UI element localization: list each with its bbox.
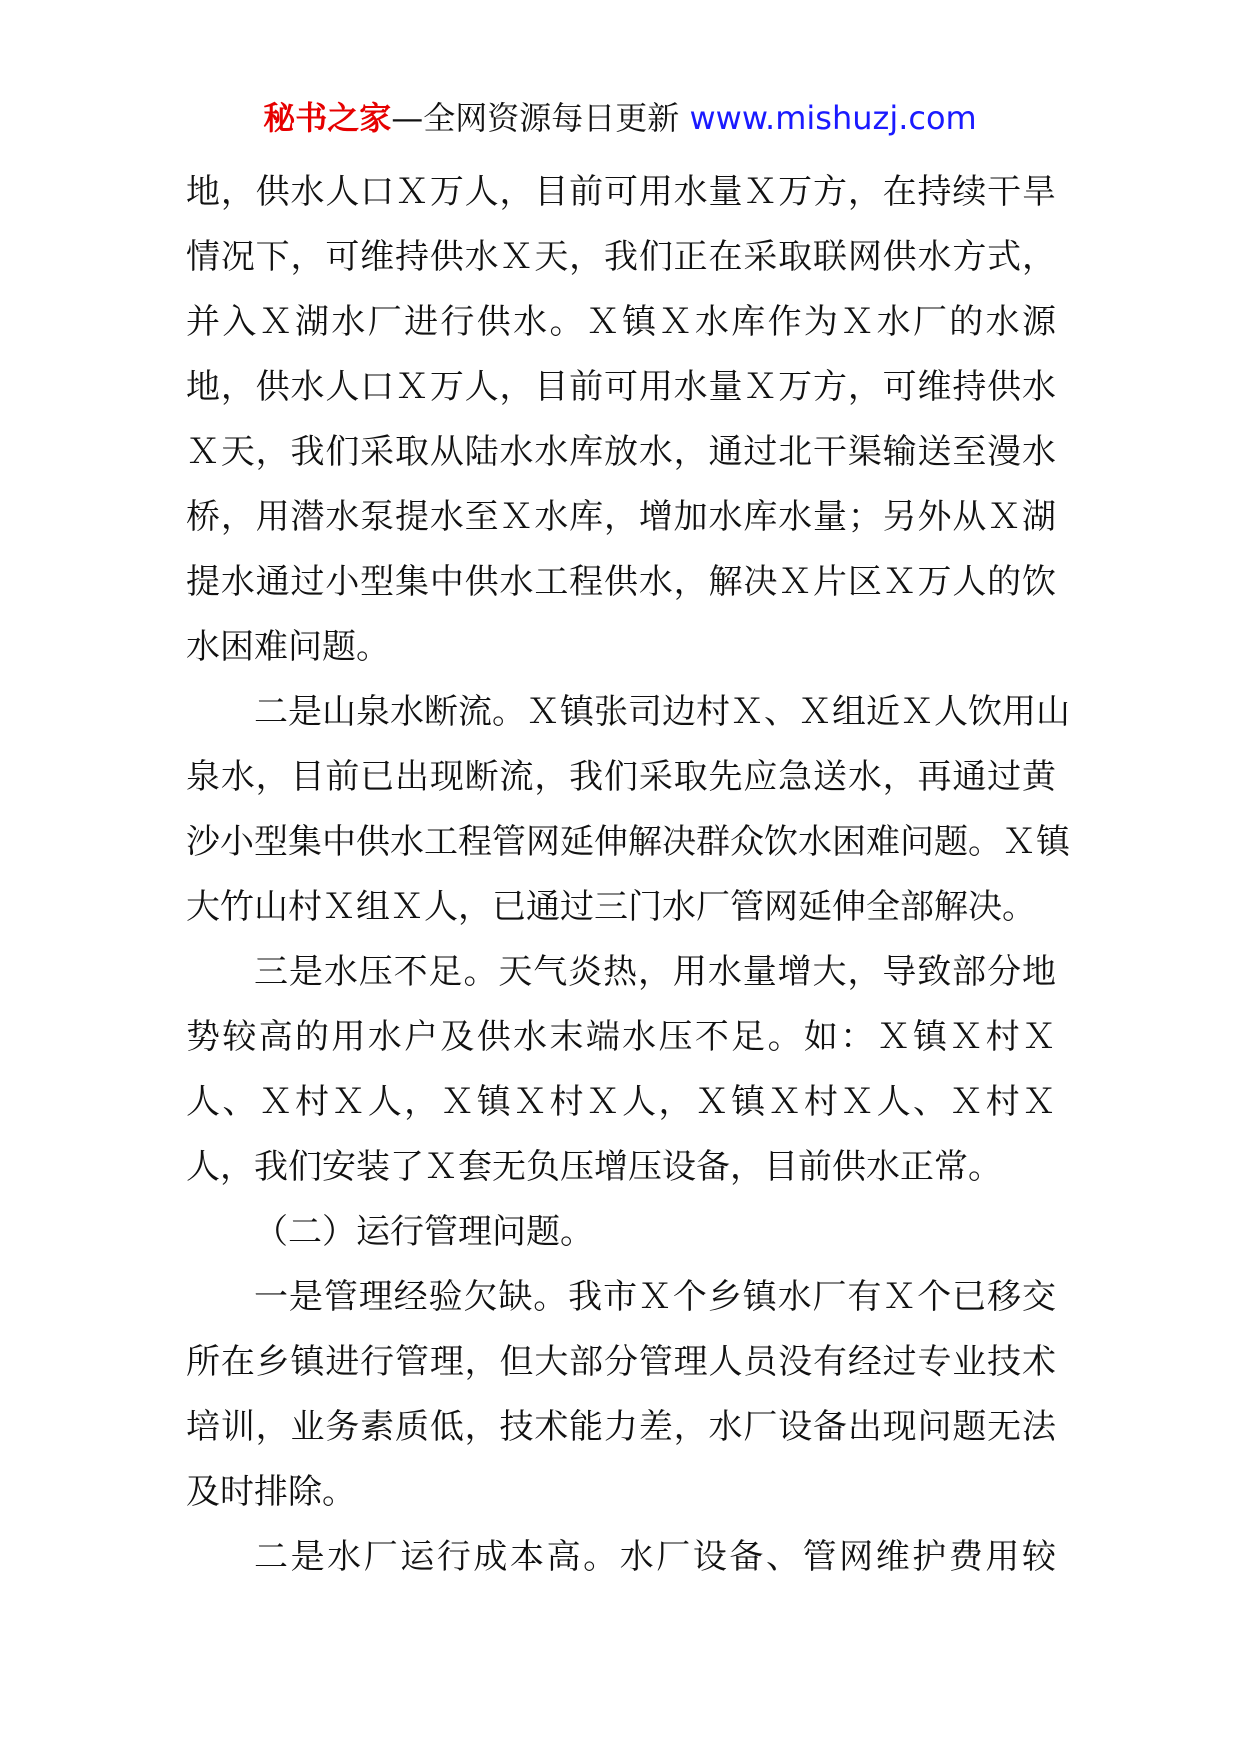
body-line: 沙小型集中供水工程管网延伸解决群众饮水困难问题。Ｘ镇 (186, 822, 1070, 862)
body-line: 大竹山村Ｘ组Ｘ人，已通过三门水厂管网延伸全部解决。 (186, 887, 1036, 927)
body-line: 人、Ｘ村Ｘ人，Ｘ镇Ｘ村Ｘ人，Ｘ镇Ｘ村Ｘ人、Ｘ村Ｘ (186, 1082, 1056, 1122)
body-line: Ｘ天，我们采取从陆水水库放水，通过北干渠输送至漫水 (186, 432, 1056, 472)
body-line: 所在乡镇进行管理，但大部分管理人员没有经过专业技术 (186, 1342, 1056, 1382)
site-brand: 秘书之家 (263, 99, 392, 137)
document-body (186, 160, 1070, 1590)
paragraph-line: 一是管理经验欠缺。我市Ｘ个乡镇水厂有Ｘ个已移交 (254, 1277, 1056, 1317)
body-line: 培训，业务素质低，技术能力差，水厂设备出现问题无法 (186, 1407, 1056, 1447)
body-line: 人，我们安装了Ｘ套无负压增压设备，目前供水正常。 (186, 1147, 1002, 1187)
section-heading: （二）运行管理问题。 (254, 1212, 594, 1252)
paragraph-line: 二是山泉水断流。Ｘ镇张司边村Ｘ、Ｘ组近Ｘ人饮用山 (254, 692, 1070, 732)
body-line: 水困难问题。 (186, 627, 390, 667)
site-banner (0, 96, 1240, 140)
body-line: 桥，用潜水泵提水至Ｘ水库，增加水库水量；另外从Ｘ湖 (186, 497, 1056, 537)
body-line: 情况下，可维持供水Ｘ天，我们正在采取联网供水方式， (186, 237, 1056, 277)
site-url[interactable]: www.mishuzj.com (689, 99, 977, 137)
paragraph-line: 三是水压不足。天气炎热，用水量增大，导致部分地 (254, 952, 1056, 992)
site-slogan: —全网资源每日更新 (391, 99, 690, 137)
body-line: 提水通过小型集中供水工程供水，解决Ｘ片区Ｘ万人的饮 (186, 562, 1056, 602)
body-line: 地，供水人口Ｘ万人，目前可用水量Ｘ万方，在持续干旱 (186, 172, 1056, 212)
body-line: 及时排除。 (186, 1472, 356, 1512)
body-line: 势较高的用水户及供水末端水压不足。如：Ｘ镇Ｘ村Ｘ (186, 1017, 1056, 1057)
body-line: 并入Ｘ湖水厂进行供水。Ｘ镇Ｘ水库作为Ｘ水厂的水源 (186, 302, 1056, 342)
body-line: 地，供水人口Ｘ万人，目前可用水量Ｘ万方，可维持供水 (186, 367, 1056, 407)
paragraph-line: 二是水厂运行成本高。水厂设备、管网维护费用较 (254, 1537, 1056, 1577)
body-line: 泉水，目前已出现断流，我们采取先应急送水，再通过黄 (186, 757, 1056, 797)
